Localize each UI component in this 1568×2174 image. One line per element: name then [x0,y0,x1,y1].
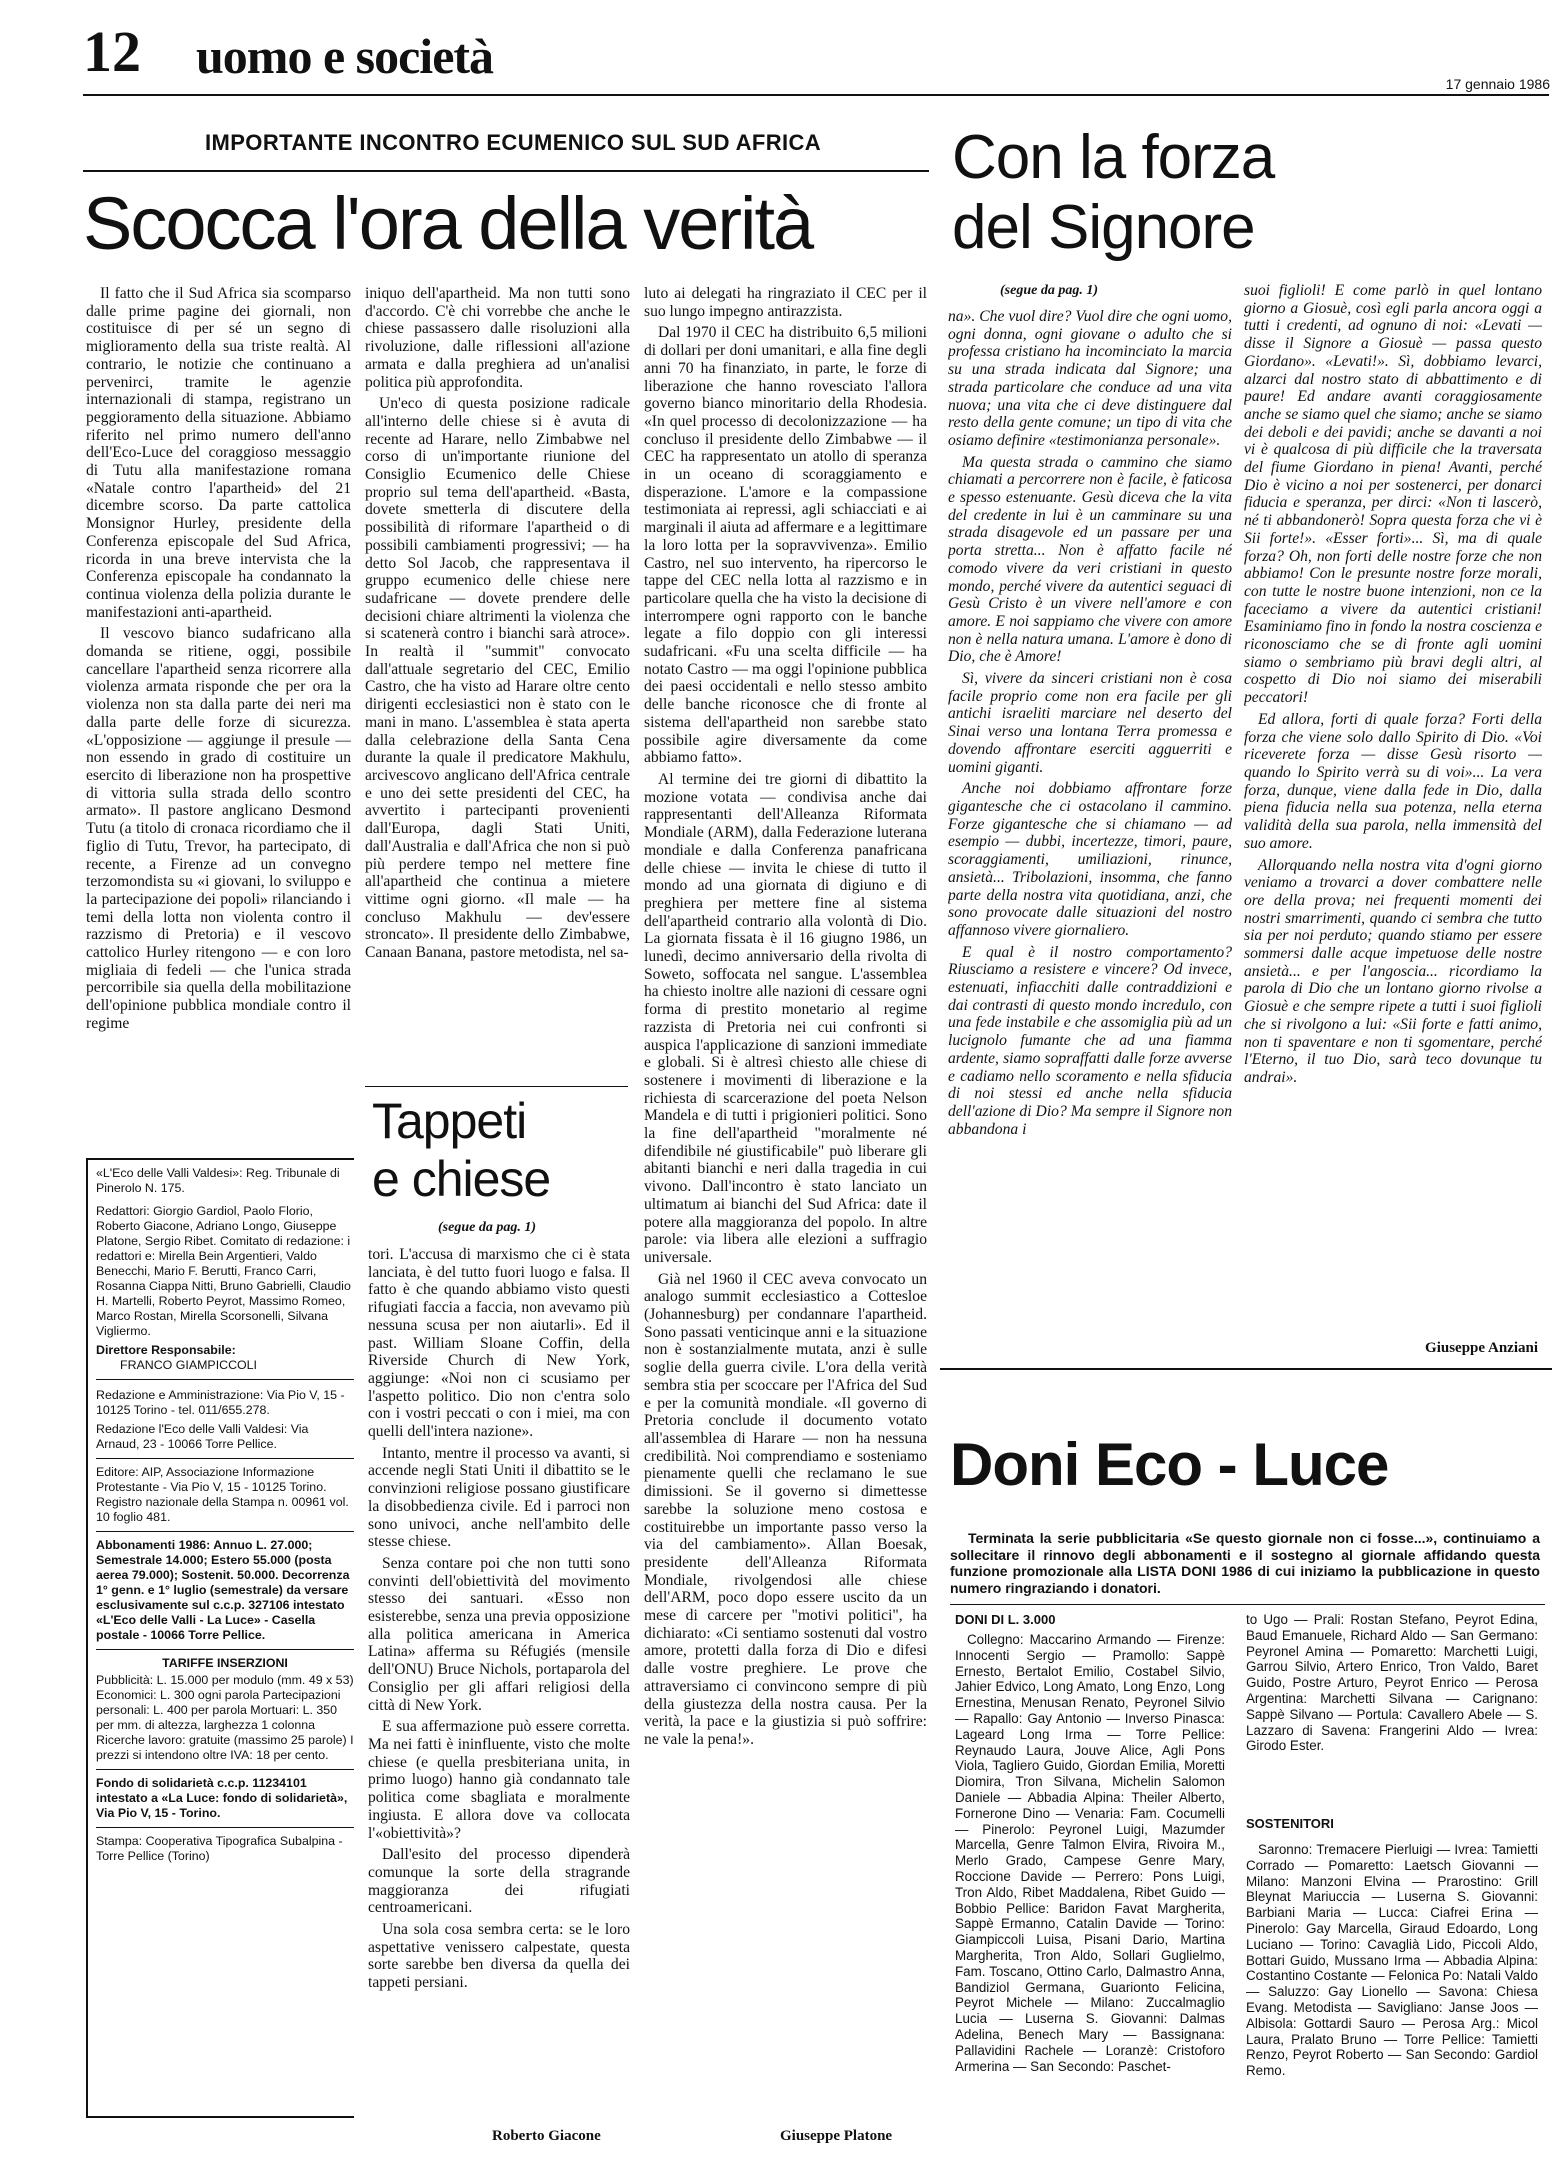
masthead-tariffe: Pubblicità: L. 15.000 per modulo (mm. 49 x 53) Economici: L. 300 ogni parola Partecipazioni personali: L. 400 per parola Mortuari: L. 350 per mm. di altezza, larghezza 1 colonna Ricerche lavoro: gratuite (massimo 25 parole) I prezzi si intendono oltre IVA: 18 per cento. [96,1673,354,1770]
masthead-redazione: Redazione l'Eco delle Valli Valdesi: Via Arnaud, 23 - 10066 Torre Pellice. [96,1422,354,1459]
section-title: uomo e società [196,28,494,84]
paragraph: E qual è il nostro comportamento? Riusciamo a resistere e vincere? Od invece, estenuati, infiacchiti dalle contraddizioni e dai contrasti di questo mondo incredulo, con una fede instabile e che assomiglia più ad un lucignolo fumante che ad una fiamma ardente, siamo sopraffatti dalle forze avverse e cadiamo nello scoramento e nella sfiducia di noi stessi ed anche nella sfiducia dell'azione di Dio? Ma sempre il Signore non abbandona i [948,943,1232,1138]
kicker-rule [83,170,929,172]
tariffe-title: TARIFFE INSERZIONI [162,1656,288,1670]
article-column-3 [644,285,927,2135]
paragraph: Intanto, mentre il processo va avanti, si accende negli Stati Uniti il dibattito se le convinzioni religiose possano giustificare la disobbedienza civile. Ed i parroci non sono univoci, anche nell'ambito delle stesse chiese. [368,1444,630,1551]
masthead-registro: Registro nazionale della Stampa n. 00961 vol. 10 foglio 481. [96,1495,354,1532]
paragraph: tori. L'accusa di marxismo che ci è stata lanciata, è del tutto fuori luogo e falsa. Il fatto è che quando abbiamo visto questi rifugiati faccia a faccia, non avevamo più nessuna scusa per non aiutarli». Ed il past. William Sloane Coffin, della Riverside Church di New York, aggiunge: «Noi non ci scusiamo per l'aspetto politico. Dio non c'entra solo con i vostri peccati o con i miei, ma con quelli dell'intera nazione». [368,1246,630,1441]
paragraph: Un'eco di questa posizione radicale all'interno delle chiese si è avuta di recente ad Harare, nello Zimbabwe nel corso di un'importante riunione del Consiglio Ecumenico delle Chiese proprio sul tema dell'apartheid. «Basta, dovete smetterla di discutere della possibilità di riformare l'apartheid o di possibili cambiamenti progressivi; — ha detto Sol Jacob, che rappresentava il gruppo ecumenico delle chiese nere sudafricane — dovete prendere delle decisioni chiare altrimenti la violenza che si scatenerà contro i bianchi sarà atroce». In realtà il "summit" convocato dall'attuale segretario del CEC, Emilio Castro, che ha visto ad Harare oltre cento dirigenti ecclesiastici non è stato con le mani in mano. L'assemblea è stata aperta dalla celebrazione della Santa Cena durante la quale il predicatore Makhulu, arcivescovo anglicano dell'Africa centrale e uno dei sette presidenti del CEC, ha avvertito i partecipanti provenienti dall'Europa, dagli Stati Uniti, dall'Australia e dall'Africa che non si può più perdere tempo nel mettere fine all'apartheid che continua a mietere vittime ogni giorno. «Il male — ha concluso Makhulu — dev'essere stroncato». Il presidente dello Zimbabwe, Canaan Banana, pastore metodista, nel sa- [365,395,630,962]
article-kicker: IMPORTANTE INCONTRO ECUMENICO SUL SUD AFRICA [205,130,822,155]
article-author: Giuseppe Platone [780,2128,893,2144]
paragraph: Anche noi dobbiamo affrontare forze gigantesche che ci ostacolano il cammino. Forze gigantesche che si chiamano — ad esempio — dubbi, incertezze, timori, paure, scoraggiamenti, umiliazioni, rinunce, ansietà... Tribolazioni, insomma, che fanno parte della nostra vita quotidiana, anzi, che sono provocate dalle situazioni del nostro affannoso vivere giornaliero. [948,780,1232,939]
sostenitori-heading: SOSTENITORI [1246,1816,1334,1831]
tappeti-author: Roberto Giacone [492,2128,601,2144]
doni-list-3000-cont: to Ugo — Prali: Rostan Stefano, Peyrot Edina, Baud Emanuele, Richard Aldo — San Germano: Peyronel Amina — Pomaretto: Marchetti Luigi, Garrou Silvio, Artero Enrico, Tron Valdo, Baret Guido, Postre Arturo, Peyrot Enrico — Perosa Argentina: Marchetti Silvana — Carignano: Sappè Silvano — Portula: Cavallero Abele — S. Lazzaro di Savena: Frangerini Aldo — Ivrea: Girodo Ester. [1246,1612,1538,1754]
paragraph: Al termine dei tre giorni di dibattito la mozione votata — condivisa anche dai rappresentanti dell'Alleanza Riformata Mondiale (ARM), dalla Federazione luterana mondiale e dalla Conferenza panafricana delle chiese — invita le chiese di tutto il mondo ad una giornata di digiuno e di preghiera per mettere fine al sistema dell'apartheid contrario alla volontà di Dio. La giornata fissata è il 16 giugno 1986, un lunedì, decimo anniversario della rivolta di Soweto, soffocata nel sangue. L'assemblea ha chiesto inoltre alle nazioni di cessare ogni forma di prestito monetario al regime razzista di Pretoria nei cui confronti si auspica l'applicazione di sanzioni immediate e globali. Si è altresì chiesto alle chiese di sostenere i movimenti di liberazione e la richiesta di scarcerazione del poeta Nelson Mandela e di tutti i prigionieri politici. Sono la fine dell'apartheid "moralmente né difendibile né giustificabile" può liberare gli abitanti bianchi e neri dalla tragedia in cui vivono. Dall'incontro è stato lanciato un ultimatum ai bianchi del Sud Africa: date il potere alla maggioranza del popolo. In altre parole: via libera alle elezioni a suffragio universale. [644,770,927,1266]
paragraph: Dal 1970 il CEC ha distribuito 6,5 milioni di dollari per doni umanitari, e alla fine degli anni 70 ha finanziato, in parte, le forze di liberazione che hanno rovesciato l'allora governo bianco minoritario della Rhodesia. «In quel processo di decolonizzazione — ha concluso il presidente dello Zimbabwe — il CEC ha rappresentato un atollo di speranza in un oceano di scoraggiamento e disperazione. L'amore e la compassione testimoniata ai repressi, agli schiacciati e ai marginali il aiuta ad affermare e a legittimare la loro lotta per la sopravvivenza». Emilio Castro, nel suo intervento, ha ripercorso le tappe del CEC nella lotta al razzismo e in particolare quella che ha visto la decisione di interrompere ogni rapporto con le banche legate a filo doppio con gli interessi sudafricani. «Fu una scelta difficile — ha notato Castro — ma oggi l'opinione pubblica dei paesi occidentali e nello stesso ambito delle banche riconosce che di fronte al sistema dell'apartheid non sarebbe stato possibile agire diversamente da come abbiamo fatto». [644,324,927,767]
article-title: Scocca l'ora della verità [83,182,813,265]
forza-author: Giuseppe Anziani [1425,1340,1538,1356]
forza-column-2 [1244,282,1542,1332]
paragraph: na». Che vuol dire? Vuol dire che ogni uomo, ogni donna, ogni giovane o adulto che si professa cristiano ha incominciato la marcia su una strada indicata dal Signore; una strada particolare che conduce ad una vita nuova; una vita che ci deve distinguere dal resto della gente comune; un tipo di vita che osiamo definire «testimonianza personale». [948,308,1232,449]
tappeti-title-2: e chiese [372,1151,551,1207]
paragraph: Senza contare poi che non tutti sono convinti dell'obiettività del movimento stesso dei santuari. «Esso non esisterebbe, senza una previa opposizione alla politica americana in America Latina» afferma su Réfugiés (mensile dell'ONU) Bruce Nichols, portaparola del Consiglio per gli affari religiosi della città di New York. [368,1554,630,1714]
doni-intro: Terminata la serie pubblicitaria «Se questo giornale non ci fosse...», continuiamo a sollecitare il rinnovo degli abbonamenti e il sostegno al giornale affidando questa funzione promozionale alla LISTA DONI 1986 di cui iniziamo la pubblicazione in questo numero ringraziando i donatori. [950,1530,1540,1596]
forza-column-1 [948,308,1232,1348]
masthead-title: «L'Eco delle Valli Valdesi»: Reg. Tribunale di Pinerolo N. 175. [96,1166,340,1195]
masthead-amministrazione: Redazione e Amministrazione: Via Pio V, 15 - 10125 Torino - tel. 011/655.278. [96,1388,345,1417]
masthead-editore: Editore: AIP, Associazione Informazione Protestante - Via Pio V, 15 - 10125 Torino. [96,1465,327,1494]
paragraph: Il fatto che il Sud Africa sia scomparso dalle prime pagine dei giornali, non costituisce di per sé un segno di miglioramento della sua triste realtà. Al contrario, le notizie che continuano a pervenirci, tramite le agenzie internazionali di stampa, registrano un peggioramento della situazione. Abbiamo riferito nel primo numero dell'anno dell'Eco-Luce del coraggioso messaggio di Tutu alla manifestazione romana «Natale contro l'apartheid» del 21 dicembre scorso. Da parte cattolica Monsignor Hurley, presidente della Conferenza episcopale del Sud Africa, ricorda in una breve intervista che la Conferenza episcopale ha condannato la continua violenza della polizia durante le manifestazioni anti-apartheid. [86,285,351,621]
page-number: 12 [83,19,141,84]
doni-title: Doni Eco - Luce [950,1431,1389,1498]
doni-list-3000: Collegno: Maccarino Armando — Firenze: Innocenti Sergio — Pramollo: Sappè Ernesto, Bertalot Emilio, Costabel Silvio, Jahier Edvico, Long Amato, Long Enzo, Long Ernestina, Menusan Renato, Peyronel Silvio — Rapallo: Gay Antonio — Inverso Pinasca: Lageard Long Irma — Torre Pellice: Reynaudo Laura, Jouve Alice, Agli Pons Viola, Tagliero Guido, Giordan Emilia, Moretti Diomira, Tron Silvana, Michelin Salomon Daniele — Abbadia Alpina: Theiler Alberto, Fornerone Dino — Venaria: Fam. Cocumelli — Pinerolo: Peyronel Luigi, Mazumder Marcella, Genre Talmon Elvira, Rivoira M., Merlo Grado, Campese Genre Mary, Roccione Davide — Perrero: Pons Luigi, Tron Aldo, Ribet Maddalena, Ribet Guido — Bobbio Pellice: Baridon Favat Margherita, Sappè Ermanno, Catalin Davide — Torino: Giampiccoli Luisa, Pisani Dario, Martina Margherita, Tron Aldo, Sollari Guglielmo, Fam. Toscano, Ottino Carlo, Dalmastro Anna, Bandiziol Germana, Guarionto Felicina, Peyrot Michele — Milano: Zuccalmaglio Lucia — Luserna S. Giovanni: Dalmas Adelina, Benech Mary — Bassignana: Pallavidini Rachele — Loranzè: Cristoforo Armerina — San Secondo: Paschet- [955,1632,1225,2074]
paragraph: suoi figlioli! E come parlò in quel lontano giorno a Giosuè, così egli parla ancora oggi a tutti i credenti, ad ognuno di noi: «Levati — disse il Signore a Giosuè — passa questo Giordano». «Levati!». Sì, dobbiamo levarci, alzarci dal nostro stato di abbattimento e di paure! Ed andare avanti coraggiosamente anche se siamo quel che siamo; anche se siamo dei deboli e dei pavidi; anche se davanti a noi vi è qualcosa di più difficile che la traversata del fiume Giordano in piena! Avanti, perché Dio è vicino a noi per sostenerci, per donarci fiducia e speranza, per dirci: «Non ti lascerò, né ti abbandonerò! Sopra questa forza che vi è Sii forte!». «Esser forti»... Sì, ma di quale forza? Oh, non forti delle nostre forze che non abbiamo! Con le presunte nostre forze morali, con tutte le nostre buone intenzioni, non ce la faceciamo a vivere da autentici cristiani! Esaminiamo fino in fondo la nostra coscienza e riconosciamo che se di fronte agli uomini siamo o sembriamo più bravi degli altri, al cospetto di Dio noi siamo dei miserabili peccatori! [1244,282,1542,707]
masthead-stampa: Stampa: Cooperativa Tipografica Subalpina - Torre Pellice (Torino) [96,1834,343,1863]
masthead-abbonamenti: Abbonamenti 1986: Annuo L. 27.000; Semestrale 14.000; Estero 55.000 (posta aerea 79.000); Sostenit. 50.000. Decorrenza 1° genn. e 1° luglio (semestrale) da versare esclusivamente sul c.c.p. 327106 intestato «L'Eco delle Valli - La Luce» - Casella postale - 10066 Torre Pellice. [96,1538,354,1650]
paragraph: Una sola cosa sembra certa: se le loro aspettative venissero calpestate, questa sorte sarebbe ben diversa da quella dei tappeti persiani. [368,1921,630,1992]
forza-continuation: (segue da pag. 1) [1000,283,1098,298]
tappeti-rule [365,1086,628,1087]
sostenitori-list: Saronno: Tremacere Pierluigi — Ivrea: Tamietti Corrado — Pomaretto: Laetsch Giovanni — Milano: Manzoni Elvina — Prarostino: Grill Bleynat Mariuccia — Luserna S. Giovanni: Barbiani Maria — Lucca: Ciafrei Erina — Pinerolo: Gay Marcella, Giraud Edoardo, Long Luciano — Torino: Cavaglià Lido, Piccoli Aldo, Bottari Guido, Mussano Irma — Abbadia Alpina: Costantino Costante — Felonica Po: Natali Valdo — Saluzzo: Gay Lionello — Savona: Chiesa Evang. Metodista — Savigliano: Janse Joos — Albisola: Gottardi Sauro — Perosa Arg.: Micol Laura, Pralato Bruno — Torre Pellice: Tamietti Renzo, Peyrot Roberto — San Secondo: Gardiol Remo. [1246,1842,1538,2079]
forza-title-1: Con la forza [952,123,1275,192]
paragraph: E sua affermazione può essere corretta. Ma nei fatti è ininfluente, visto che molte chiese (e quella presbiteriana unita, in primo luogo) hanno già condannato tale politica come sbagliata e moralmente ingiusta. E allora dove va collocata l'«obiettività»? [368,1718,630,1842]
article-column-1 [86,285,351,1155]
masthead-fondo: Fondo di solidarietà c.c.p. 11234101 intestato a «La Luce: fondo di solidarietà», Via Pio V, 15 - Torino. [96,1776,354,1828]
tappeti-continuation: (segue da pag. 1) [438,1220,536,1235]
tappeti-title-1: Tappeti [372,1093,527,1149]
paragraph: Allorquando nella nostra vita d'ogni giorno veniamo a trovarci a dover combattere nelle ore della prova; nei frequenti momenti dei nostri smarrimenti, quando ci sembra che tutto sia per noi perduto; quando stiamo per essere sommersi dalle acque impetuose delle nostre ansietà... e per l'angoscia... ricordiamo la parola di Dio che un lontano giorno rivolse a Giosuè e che sempre ripete a tutti i suoi figlioli che si rivolgono a lui: «Sii forte e fatti animo, non ti spaventare e non ti sgomentare, perché l'Eterno, il tuo Dio, sarà teco dovunque tu andrai». [1244,856,1542,1086]
paragraph: Il vescovo bianco sudafricano alla domanda se ritiene, oggi, possibile cancellare l'apartheid senza ricorrere alla violenza armata risponde che per ora la violenza non sta dalla parte dei neri ma dalla parte delle forze di sicurezza. «L'opposizione — aggiunge il presule — non essendo in grado di costituire un esercito di liberazione non ha prospettive di vittoria sulla strada dello scontro armato». Il pastore anglicano Desmond Tutu (a titolo di cronaca ricordiamo che il figlio di Tutu, Trevor, ha partecipato, di recente, a Firenze ad un convegno terzomondista su «i giovani, lo sviluppo e la partecipazione dei popoli» rilanciando i temi della lotta non violenta contro il razzismo di Pretoria) e il vescovo cattolico Hurley ritengono — e con loro migliaia di fedeli — che l'unica strada percorribile sia quella della mobilitazione dell'opinione pubblica mondiale contro il regime [86,625,351,1032]
direttore-label: Direttore Responsabile: [96,1343,236,1357]
article-column-2 [365,285,630,1085]
paragraph: Ma questa strada o cammino che siamo chiamati a percorrere non è facile, è faticosa e spesso estenuante. Gesù diceva che la vita del credente in lui è un camminare su una strada disagevole ed un passare per una porta stretta... Non è affatto facile né comodo vivere da veri cristiani in questo mondo, perché vivere da autentici seguaci di Gesù Cristo è un vivere nell'amore e con amore. E noi sappiamo che vivere con amore non è nella natura umana. L'amore è dono di Dio, che è Amore! [948,453,1232,666]
paragraph: Sì, vivere da sinceri cristiani non è cosa facile proprio come non era facile per gli antichi israeliti marciare nel deserto del Sinai verso una lontana Terra promessa e dovendo affrontare eserciti agguerriti e uomini giganti. [948,670,1232,776]
paragraph: luto ai delegati ha ringraziato il CEC per il suo lungo impegno antirazzista. [644,285,927,320]
doni-heading-3000: DONI DI L. 3.000 [955,1612,1056,1627]
masthead-box [86,1158,354,2118]
direttore-name: FRANCO GIAMPICCOLI [96,1358,354,1380]
paragraph: Ed allora, forti di quale forza? Forti della forza che viene solo dallo Spirito di Dio. «Voi riceverete forza — disse Gesù risorto — quando lo Spirito verrà su di voi»... La vera forza, dunque, viene dalla fede in Dio, dalla piena fiducia nella sua potenza, nella eterna validità della sua parola, nella immensità del suo amore. [1244,710,1542,852]
doni-rule [950,1604,1545,1605]
tappeti-body [368,1246,630,2106]
header-rule [83,94,1549,96]
forza-title-2: del Signore [952,193,1255,262]
paragraph: Dall'esito del processo dipenderà comunque la sorte della stragrande maggioranza dei rifugiati centroamericani. [368,1846,630,1917]
paragraph: Già nel 1960 il CEC aveva convocato un analogo summit ecclesiastico a Cottesloe (Johannesburg) per condannare l'apartheid. Sono passati venticinque anni e la situazione non è sostanzialmente mutata, anzi è sulle soglie della guerra civile. L'ora della verità sembra stia per scoccare per l'Africa del Sud e per la comunità mondiale. «Il governo di Pretoria conclude il documento votato all'assemblea di Harare — non ha nessuna credibilità. Noi comprendiamo e sosteniamo pienamente quelli che reclamano le sue dimissioni. Se il governo si dimettesse sarebbe la soluzione meno costosa e costituirebbe un importante passo verso la via del cambiamento». Allan Boesak, presidente dell'Alleanza Riformata Mondiale, rivolgendosi alle chiese dell'ARM, poco dopo essere uscito da un mese di carcere per "motivi politici", ha dichiarato: «Ci sentiamo sostenuti dal vostro amore, protetti dalla forza di Dio e difesi dalle vostre preghiere. Le prove che attraversiamo ci convincono sempre di più della giustezza della nostra causa. Per la verità, la pace e la giustizia si può soffrire: ne vale la pena!». [644,1270,927,1748]
issue-date: 17 gennaio 1986 [1445,76,1550,92]
masthead-redattori: Redattori: Giorgio Gardiol, Paolo Florio, Roberto Giacone, Adriano Longo, Giuseppe Platone, Sergio Ribet. Comitato di redazione: i redattori e: Mirella Bein Argentieri, Valdo Benecchi, Mario F. Berutti, Franco Carri, Rosanna Ciappa Nitti, Bruno Gabrielli, Claudio H. Martelli, Roberto Peyrot, Massimo Romeo, Marco Rostan, Mirella Scorsonelli, Silvana Vigliermo. [96,1204,351,1338]
forza-bottom-rule [940,1368,1552,1370]
paragraph: iniquo dell'apartheid. Ma non tutti sono d'accordo. C'è chi vorrebbe che anche le chiese passassero dalle risoluzioni alla rivoluzione, dalle riflessioni all'azione armata e dalla preghiera ad un'analisi politica più approfondita. [365,285,630,391]
